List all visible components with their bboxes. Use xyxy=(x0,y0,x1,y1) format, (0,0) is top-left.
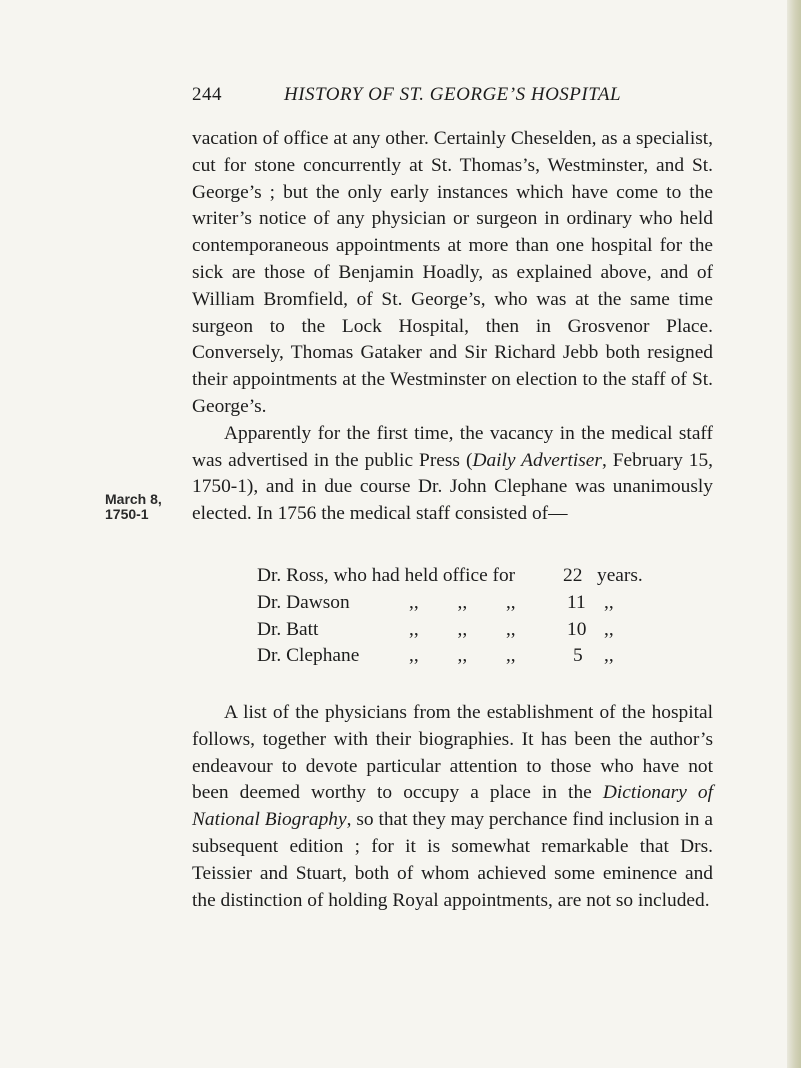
staff-ditto: ,, ,, ,, xyxy=(409,591,516,613)
staff-row xyxy=(257,617,657,644)
staff-unit: years. xyxy=(597,565,643,586)
staff-row xyxy=(257,643,657,670)
paragraph-3-text-b: , so that they may perchance find inclusion in a subsequent edition ; for it is somewhat remarkable that Drs. Teissier and Stuart, both of whom achieved some eminence and the distinction of holding Royal appointments, are not so included. xyxy=(192,809,713,911)
paragraph-3-italic: Dictionary of National Biography xyxy=(192,782,713,831)
staff-unit: ,, xyxy=(604,591,614,613)
staff-years: 10 xyxy=(567,618,587,640)
staff-name: Dr. Batt xyxy=(257,618,319,640)
margin-note xyxy=(105,492,162,522)
staff-list xyxy=(257,563,657,670)
paragraph-3-text-a: A list of the physicians from the establishment of the hospital follows, together with their biographies. It has been the author’s endeavour to devote particular attention to those who have not been deemed worthy to occupy a place in the xyxy=(192,702,713,804)
margin-note-year: 1750-1 xyxy=(105,506,149,522)
staff-years: 22 xyxy=(563,565,583,586)
paragraph-3 xyxy=(192,700,713,914)
staff-years: 5 xyxy=(573,645,583,667)
staff-row xyxy=(257,563,657,590)
staff-row xyxy=(257,590,657,617)
paragraph-2-text-b: , February 15, 1750-1), and in due course Dr. John Clephane was unanimously elected. In 1756 the medical staff consisted of— xyxy=(192,449,714,525)
staff-ditto: ,, ,, ,, xyxy=(409,618,516,640)
page-number: 244 xyxy=(192,84,222,105)
paragraph-2-italic: Daily Advertiser xyxy=(472,449,602,471)
paragraph-1: vacation of office at any other. Certainly Cheselden, as a specialist, cut for stone concurrently at St. Thomas’s, Westminster, and St. George’s ; but the only early instances which have come to the writer’s notice of any physician or surgeon in ordinary who held contemporaneous appointments at more than one hospital for the sick are those of Benjamin Hoadly, as explained above, and of William Bromfield, of St. George’s, who was at the same time surgeon to the Lock Hospital, then in Grosvenor Place. Conversely, Thomas Gataker and Sir Richard Jebb both resigned their appointments at the Westminster on election to the staff of St. George’s. xyxy=(192,128,713,417)
staff-name: Dr. Ross, who had held office for xyxy=(257,565,516,586)
staff-unit: ,, xyxy=(604,618,614,640)
staff-name: Dr. Clephane xyxy=(257,645,360,667)
staff-name: Dr. Dawson xyxy=(257,591,350,613)
margin-note-date: March 8, xyxy=(105,491,162,507)
closing-text xyxy=(192,700,713,914)
staff-years: 11 xyxy=(567,591,586,613)
staff-ditto: ,, ,, ,, xyxy=(409,645,516,667)
paragraph-2 xyxy=(192,421,713,528)
page-edge-shadow xyxy=(787,0,801,1068)
body-text xyxy=(192,126,713,528)
paragraph-2-text-a: Apparently for the first time, the vacancy in the medical staff was advertised in the public Press ( xyxy=(192,422,713,471)
running-title: HISTORY OF ST. GEORGE’S HOSPITAL xyxy=(284,84,622,105)
staff-unit: ,, xyxy=(604,645,614,667)
